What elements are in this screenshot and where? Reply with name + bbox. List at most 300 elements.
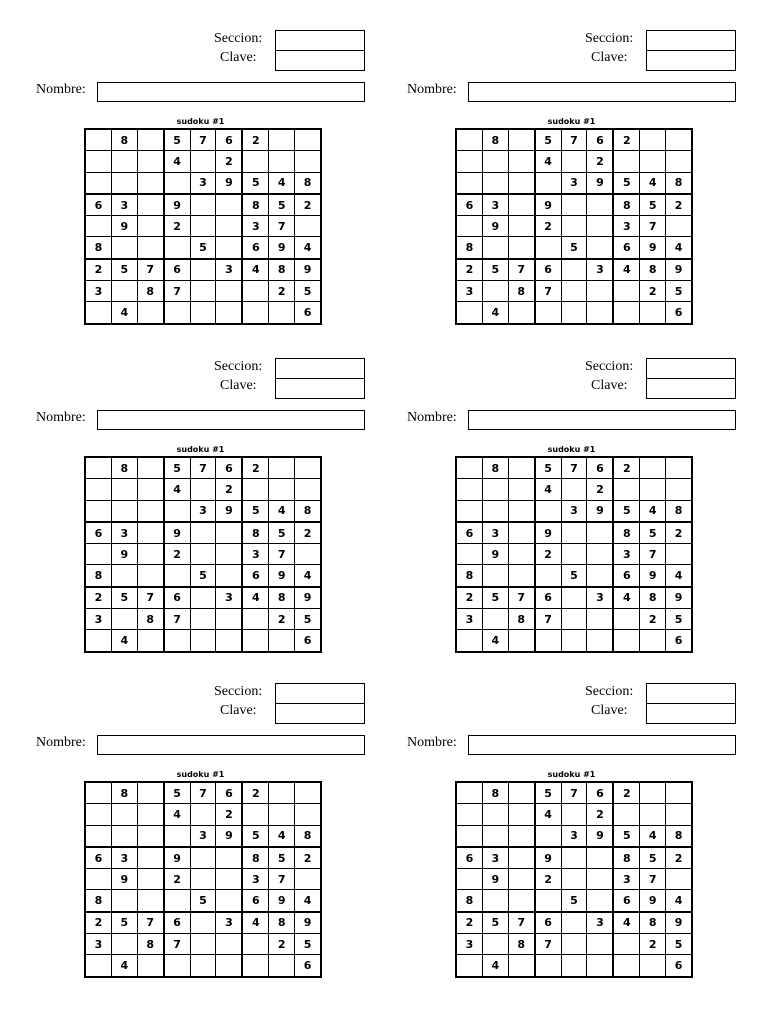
sudoku-empty-cell[interactable] [242, 955, 268, 977]
sudoku-empty-cell[interactable] [587, 522, 613, 544]
sudoku-empty-cell[interactable] [456, 129, 482, 151]
sudoku-empty-cell[interactable] [482, 237, 508, 259]
sudoku-empty-cell[interactable] [137, 825, 163, 847]
sudoku-empty-cell[interactable] [508, 565, 534, 587]
sudoku-empty-cell[interactable] [561, 281, 587, 302]
sudoku-empty-cell[interactable] [216, 630, 242, 652]
sudoku-given-cell: 5 [242, 825, 268, 847]
sudoku-empty-cell[interactable] [137, 302, 163, 324]
sudoku-empty-cell[interactable] [666, 479, 692, 500]
sudoku-empty-cell[interactable] [640, 151, 666, 172]
sudoku-empty-cell[interactable] [190, 912, 216, 934]
sudoku-empty-cell[interactable] [508, 825, 534, 847]
sudoku-empty-cell[interactable] [508, 630, 534, 652]
sudoku-empty-cell[interactable] [587, 216, 613, 237]
sudoku-empty-cell[interactable] [456, 151, 482, 172]
sudoku-given-cell: 3 [587, 587, 613, 609]
sudoku-empty-cell[interactable] [137, 890, 163, 912]
sudoku-empty-cell[interactable] [613, 934, 639, 955]
sudoku-empty-cell[interactable] [535, 565, 561, 587]
sudoku-empty-cell[interactable] [164, 955, 190, 977]
sudoku-empty-cell[interactable] [561, 544, 587, 565]
sudoku-given-cell: 9 [295, 912, 321, 934]
sudoku-empty-cell[interactable] [137, 522, 163, 544]
sudoku-empty-cell[interactable] [482, 825, 508, 847]
sudoku-empty-cell[interactable] [295, 544, 321, 565]
clave-field[interactable] [646, 703, 736, 724]
sudoku-empty-cell[interactable] [242, 934, 268, 955]
sudoku-empty-cell[interactable] [242, 151, 268, 172]
sudoku-row [85, 302, 321, 324]
sudoku-empty-cell[interactable] [85, 500, 111, 522]
sudoku-empty-cell[interactable] [535, 955, 561, 977]
sudoku-empty-cell[interactable] [535, 237, 561, 259]
sudoku-empty-cell[interactable] [508, 782, 534, 804]
sudoku-empty-cell[interactable] [137, 782, 163, 804]
nombre-field[interactable] [468, 735, 736, 755]
sudoku-empty-cell[interactable] [456, 302, 482, 324]
sudoku-empty-cell[interactable] [640, 955, 666, 977]
sudoku-empty-cell[interactable] [216, 194, 242, 216]
sudoku-empty-cell[interactable] [508, 847, 534, 869]
sudoku-empty-cell[interactable] [508, 151, 534, 172]
seccion-field[interactable] [646, 30, 736, 51]
seccion-field[interactable] [275, 358, 365, 379]
sudoku-row [456, 955, 692, 977]
sudoku-empty-cell[interactable] [216, 544, 242, 565]
sudoku-empty-cell[interactable] [190, 847, 216, 869]
nombre-field[interactable] [468, 82, 736, 102]
sudoku-given-cell: 5 [242, 172, 268, 194]
sudoku-given-cell: 2 [613, 457, 639, 479]
sudoku-row [456, 565, 692, 587]
sudoku-given-cell: 3 [613, 216, 639, 237]
sudoku-empty-cell[interactable] [561, 522, 587, 544]
sudoku-given-cell: 9 [269, 237, 295, 259]
sudoku-empty-cell[interactable] [561, 151, 587, 172]
sudoku-empty-cell[interactable] [613, 609, 639, 630]
sudoku-empty-cell[interactable] [456, 804, 482, 825]
sudoku-grid [84, 781, 322, 978]
sudoku-empty-cell[interactable] [613, 479, 639, 500]
sudoku-given-cell: 5 [561, 890, 587, 912]
sudoku-empty-cell[interactable] [456, 825, 482, 847]
seccion-field[interactable] [646, 683, 736, 704]
sudoku-empty-cell[interactable] [137, 237, 163, 259]
sudoku-empty-cell[interactable] [111, 565, 137, 587]
sudoku-empty-cell[interactable] [190, 522, 216, 544]
sudoku-empty-cell[interactable] [242, 479, 268, 500]
clave-field[interactable] [275, 378, 365, 399]
sudoku-empty-cell[interactable] [216, 955, 242, 977]
sudoku-empty-cell[interactable] [216, 302, 242, 324]
sudoku-given-cell: 9 [269, 565, 295, 587]
sudoku-sheet [371, 356, 755, 686]
sudoku-given-cell: 9 [666, 259, 692, 281]
sudoku-empty-cell[interactable] [216, 216, 242, 237]
nombre-field[interactable] [97, 735, 365, 755]
sudoku-empty-cell[interactable] [508, 955, 534, 977]
sudoku-row [85, 500, 321, 522]
sudoku-empty-cell[interactable] [190, 804, 216, 825]
sudoku-empty-cell[interactable] [535, 825, 561, 847]
sudoku-empty-cell[interactable] [587, 237, 613, 259]
sudoku-empty-cell[interactable] [216, 934, 242, 955]
sudoku-empty-cell[interactable] [666, 129, 692, 151]
sudoku-empty-cell[interactable] [137, 565, 163, 587]
sudoku-empty-cell[interactable] [640, 457, 666, 479]
clave-field[interactable] [646, 378, 736, 399]
sudoku-empty-cell[interactable] [269, 804, 295, 825]
sudoku-empty-cell[interactable] [242, 630, 268, 652]
sudoku-empty-cell[interactable] [85, 172, 111, 194]
sudoku-empty-cell[interactable] [269, 302, 295, 324]
sudoku-given-cell: 2 [535, 216, 561, 237]
sudoku-empty-cell[interactable] [137, 500, 163, 522]
sudoku-empty-cell[interactable] [137, 869, 163, 890]
sudoku-empty-cell[interactable] [111, 825, 137, 847]
sudoku-empty-cell[interactable] [190, 259, 216, 281]
sudoku-empty-cell[interactable] [85, 869, 111, 890]
sudoku-grid [455, 128, 693, 325]
sudoku-empty-cell[interactable] [190, 587, 216, 609]
sudoku-empty-cell[interactable] [587, 544, 613, 565]
sudoku-empty-cell[interactable] [111, 500, 137, 522]
sudoku-given-cell: 3 [456, 281, 482, 302]
sudoku-empty-cell[interactable] [535, 302, 561, 324]
sudoku-row [85, 869, 321, 890]
sudoku-empty-cell[interactable] [508, 172, 534, 194]
sudoku-empty-cell[interactable] [190, 151, 216, 172]
sudoku-empty-cell[interactable] [508, 522, 534, 544]
nombre-field[interactable] [97, 410, 365, 430]
sudoku-empty-cell[interactable] [482, 281, 508, 302]
sudoku-empty-cell[interactable] [456, 630, 482, 652]
sudoku-empty-cell[interactable] [216, 609, 242, 630]
sudoku-empty-cell[interactable] [216, 237, 242, 259]
sudoku-empty-cell[interactable] [216, 281, 242, 302]
sudoku-empty-cell[interactable] [269, 479, 295, 500]
sudoku-empty-cell[interactable] [640, 782, 666, 804]
sudoku-empty-cell[interactable] [85, 457, 111, 479]
sudoku-empty-cell[interactable] [269, 955, 295, 977]
sudoku-empty-cell[interactable] [137, 955, 163, 977]
nombre-field[interactable] [468, 410, 736, 430]
sudoku-empty-cell[interactable] [164, 237, 190, 259]
sudoku-empty-cell[interactable] [295, 804, 321, 825]
sudoku-empty-cell[interactable] [587, 194, 613, 216]
sudoku-empty-cell[interactable] [85, 129, 111, 151]
sudoku-given-cell: 5 [295, 934, 321, 955]
sudoku-empty-cell[interactable] [587, 934, 613, 955]
sudoku-empty-cell[interactable] [613, 151, 639, 172]
sudoku-empty-cell[interactable] [561, 934, 587, 955]
sudoku-empty-cell[interactable] [216, 565, 242, 587]
sudoku-empty-cell[interactable] [666, 457, 692, 479]
sudoku-given-cell: 6 [295, 302, 321, 324]
sudoku-empty-cell[interactable] [561, 194, 587, 216]
sudoku-empty-cell[interactable] [85, 479, 111, 500]
sudoku-empty-cell[interactable] [295, 869, 321, 890]
sudoku-empty-cell[interactable] [164, 890, 190, 912]
sudoku-empty-cell[interactable] [640, 302, 666, 324]
sudoku-empty-cell[interactable] [587, 281, 613, 302]
sudoku-given-cell: 5 [640, 522, 666, 544]
sudoku-empty-cell[interactable] [508, 890, 534, 912]
sudoku-empty-cell[interactable] [242, 609, 268, 630]
sudoku-empty-cell[interactable] [190, 194, 216, 216]
sudoku-empty-cell[interactable] [508, 804, 534, 825]
sudoku-empty-cell[interactable] [482, 609, 508, 630]
sudoku-empty-cell[interactable] [613, 302, 639, 324]
sudoku-empty-cell[interactable] [456, 172, 482, 194]
sudoku-given-cell: 9 [666, 912, 692, 934]
sudoku-given-cell: 9 [164, 847, 190, 869]
sudoku-given-cell: 5 [111, 259, 137, 281]
sudoku-empty-cell[interactable] [587, 955, 613, 977]
sudoku-empty-cell[interactable] [640, 630, 666, 652]
sudoku-empty-cell[interactable] [85, 804, 111, 825]
sudoku-empty-cell[interactable] [508, 500, 534, 522]
sudoku-empty-cell[interactable] [482, 172, 508, 194]
sudoku-empty-cell[interactable] [137, 630, 163, 652]
sudoku-empty-cell[interactable] [137, 544, 163, 565]
sudoku-empty-cell[interactable] [456, 457, 482, 479]
sudoku-empty-cell[interactable] [164, 500, 190, 522]
sudoku-empty-cell[interactable] [216, 890, 242, 912]
sudoku-empty-cell[interactable] [137, 457, 163, 479]
sudoku-empty-cell[interactable] [587, 302, 613, 324]
clave-field[interactable] [646, 50, 736, 71]
sudoku-empty-cell[interactable] [482, 151, 508, 172]
sudoku-empty-cell[interactable] [190, 934, 216, 955]
sudoku-empty-cell[interactable] [190, 955, 216, 977]
sudoku-empty-cell[interactable] [137, 216, 163, 237]
sudoku-empty-cell[interactable] [111, 281, 137, 302]
sudoku-empty-cell[interactable] [508, 194, 534, 216]
sudoku-empty-cell[interactable] [587, 565, 613, 587]
sudoku-empty-cell[interactable] [85, 544, 111, 565]
sudoku-row [85, 151, 321, 172]
sudoku-empty-cell[interactable] [508, 457, 534, 479]
sudoku-given-cell: 7 [508, 587, 534, 609]
sudoku-empty-cell[interactable] [561, 259, 587, 281]
sudoku-empty-cell[interactable] [111, 479, 137, 500]
sudoku-empty-cell[interactable] [295, 216, 321, 237]
sudoku-empty-cell[interactable] [508, 869, 534, 890]
sudoku-given-cell: 6 [456, 847, 482, 869]
sudoku-empty-cell[interactable] [561, 479, 587, 500]
sudoku-empty-cell[interactable] [666, 216, 692, 237]
sudoku-empty-cell[interactable] [111, 151, 137, 172]
sudoku-empty-cell[interactable] [640, 129, 666, 151]
sudoku-empty-cell[interactable] [164, 630, 190, 652]
nombre-field[interactable] [97, 82, 365, 102]
sudoku-empty-cell[interactable] [561, 630, 587, 652]
sudoku-empty-cell[interactable] [137, 172, 163, 194]
sudoku-empty-cell[interactable] [508, 544, 534, 565]
sudoku-empty-cell[interactable] [295, 457, 321, 479]
sudoku-empty-cell[interactable] [456, 216, 482, 237]
sudoku-empty-cell[interactable] [164, 825, 190, 847]
sudoku-empty-cell[interactable] [535, 500, 561, 522]
sudoku-empty-cell[interactable] [85, 782, 111, 804]
sudoku-empty-cell[interactable] [190, 479, 216, 500]
sudoku-given-cell: 8 [666, 172, 692, 194]
sudoku-empty-cell[interactable] [482, 479, 508, 500]
sudoku-empty-cell[interactable] [137, 847, 163, 869]
sudoku-empty-cell[interactable] [508, 237, 534, 259]
sudoku-given-cell: 9 [164, 194, 190, 216]
sudoku-given-cell: 5 [535, 782, 561, 804]
sudoku-empty-cell[interactable] [482, 565, 508, 587]
sudoku-empty-cell[interactable] [85, 825, 111, 847]
sudoku-given-cell: 8 [640, 259, 666, 281]
sudoku-empty-cell[interactable] [666, 804, 692, 825]
sudoku-empty-cell[interactable] [482, 804, 508, 825]
sudoku-empty-cell[interactable] [164, 172, 190, 194]
sudoku-empty-cell[interactable] [190, 302, 216, 324]
sudoku-empty-cell[interactable] [561, 216, 587, 237]
sudoku-empty-cell[interactable] [561, 587, 587, 609]
sudoku-empty-cell[interactable] [561, 869, 587, 890]
sudoku-given-cell: 8 [242, 194, 268, 216]
sudoku-given-cell: 3 [216, 587, 242, 609]
clave-field[interactable] [275, 50, 365, 71]
sudoku-empty-cell[interactable] [190, 544, 216, 565]
sudoku-empty-cell[interactable] [85, 151, 111, 172]
sudoku-empty-cell[interactable] [613, 804, 639, 825]
sudoku-empty-cell[interactable] [613, 281, 639, 302]
sudoku-empty-cell[interactable] [85, 302, 111, 324]
sudoku-empty-cell[interactable] [137, 151, 163, 172]
sudoku-empty-cell[interactable] [482, 500, 508, 522]
sudoku-empty-cell[interactable] [190, 609, 216, 630]
seccion-field[interactable] [275, 683, 365, 704]
sudoku-empty-cell[interactable] [295, 479, 321, 500]
sudoku-given-cell: 8 [456, 565, 482, 587]
sudoku-given-cell: 6 [535, 587, 561, 609]
sudoku-empty-cell[interactable] [666, 544, 692, 565]
sudoku-empty-cell[interactable] [190, 216, 216, 237]
sudoku-empty-cell[interactable] [561, 847, 587, 869]
sudoku-empty-cell[interactable] [666, 782, 692, 804]
sudoku-empty-cell[interactable] [111, 934, 137, 955]
sudoku-empty-cell[interactable] [269, 129, 295, 151]
sudoku-empty-cell[interactable] [535, 890, 561, 912]
sudoku-empty-cell[interactable] [456, 782, 482, 804]
sudoku-given-cell: 5 [535, 457, 561, 479]
sudoku-empty-cell[interactable] [535, 172, 561, 194]
sudoku-empty-cell[interactable] [85, 630, 111, 652]
sudoku-empty-cell[interactable] [561, 912, 587, 934]
sudoku-empty-cell[interactable] [508, 216, 534, 237]
sudoku-empty-cell[interactable] [242, 281, 268, 302]
sudoku-empty-cell[interactable] [216, 847, 242, 869]
sudoku-empty-cell[interactable] [587, 890, 613, 912]
sudoku-empty-cell[interactable] [269, 630, 295, 652]
sudoku-empty-cell[interactable] [295, 151, 321, 172]
sudoku-empty-cell[interactable] [295, 782, 321, 804]
seccion-field[interactable] [275, 30, 365, 51]
sudoku-empty-cell[interactable] [482, 890, 508, 912]
sudoku-empty-cell[interactable] [137, 194, 163, 216]
sudoku-empty-cell[interactable] [508, 479, 534, 500]
sudoku-empty-cell[interactable] [242, 302, 268, 324]
sudoku-empty-cell[interactable] [561, 609, 587, 630]
sudoku-empty-cell[interactable] [613, 630, 639, 652]
sudoku-empty-cell[interactable] [190, 630, 216, 652]
sudoku-empty-cell[interactable] [85, 216, 111, 237]
sudoku-row [456, 216, 692, 237]
sudoku-empty-cell[interactable] [456, 479, 482, 500]
sudoku-empty-cell[interactable] [613, 955, 639, 977]
sudoku-empty-cell[interactable] [508, 302, 534, 324]
sudoku-empty-cell[interactable] [561, 804, 587, 825]
sudoku-empty-cell[interactable] [535, 630, 561, 652]
sudoku-empty-cell[interactable] [216, 522, 242, 544]
sudoku-given-cell: 4 [295, 565, 321, 587]
sudoku-empty-cell[interactable] [456, 869, 482, 890]
sudoku-given-cell: 2 [640, 934, 666, 955]
sudoku-empty-cell[interactable] [269, 457, 295, 479]
sudoku-empty-cell[interactable] [111, 890, 137, 912]
sudoku-empty-cell[interactable] [137, 804, 163, 825]
clave-field[interactable] [275, 703, 365, 724]
sudoku-empty-cell[interactable] [164, 565, 190, 587]
sudoku-empty-cell[interactable] [561, 955, 587, 977]
sudoku-empty-cell[interactable] [561, 302, 587, 324]
sudoku-empty-cell[interactable] [111, 804, 137, 825]
sudoku-row [456, 259, 692, 281]
sudoku-empty-cell[interactable] [456, 955, 482, 977]
sudoku-empty-cell[interactable] [137, 479, 163, 500]
sudoku-empty-cell[interactable] [242, 804, 268, 825]
sudoku-row [85, 259, 321, 281]
sudoku-empty-cell[interactable] [190, 281, 216, 302]
sudoku-empty-cell[interactable] [456, 500, 482, 522]
sudoku-empty-cell[interactable] [587, 630, 613, 652]
sudoku-empty-cell[interactable] [456, 544, 482, 565]
sudoku-given-cell: 4 [613, 912, 639, 934]
sudoku-empty-cell[interactable] [269, 782, 295, 804]
sudoku-empty-cell[interactable] [164, 302, 190, 324]
sudoku-empty-cell[interactable] [216, 869, 242, 890]
sudoku-empty-cell[interactable] [640, 804, 666, 825]
sudoku-empty-cell[interactable] [587, 609, 613, 630]
sudoku-empty-cell[interactable] [295, 129, 321, 151]
nombre-label: Nombre: [36, 82, 86, 97]
sudoku-empty-cell[interactable] [666, 869, 692, 890]
sudoku-empty-cell[interactable] [666, 151, 692, 172]
sudoku-empty-cell[interactable] [85, 955, 111, 977]
sudoku-given-cell: 2 [85, 912, 111, 934]
sudoku-empty-cell[interactable] [508, 129, 534, 151]
sudoku-empty-cell[interactable] [137, 129, 163, 151]
sudoku-empty-cell[interactable] [482, 934, 508, 955]
sudoku-empty-cell[interactable] [587, 847, 613, 869]
sudoku-given-cell: 8 [269, 259, 295, 281]
sudoku-empty-cell[interactable] [640, 479, 666, 500]
sudoku-empty-cell[interactable] [111, 237, 137, 259]
sudoku-empty-cell[interactable] [190, 869, 216, 890]
sudoku-empty-cell[interactable] [111, 609, 137, 630]
seccion-field[interactable] [646, 358, 736, 379]
sudoku-row [85, 630, 321, 652]
sudoku-empty-cell[interactable] [269, 151, 295, 172]
sudoku-empty-cell[interactable] [111, 172, 137, 194]
sudoku-empty-cell[interactable] [587, 869, 613, 890]
